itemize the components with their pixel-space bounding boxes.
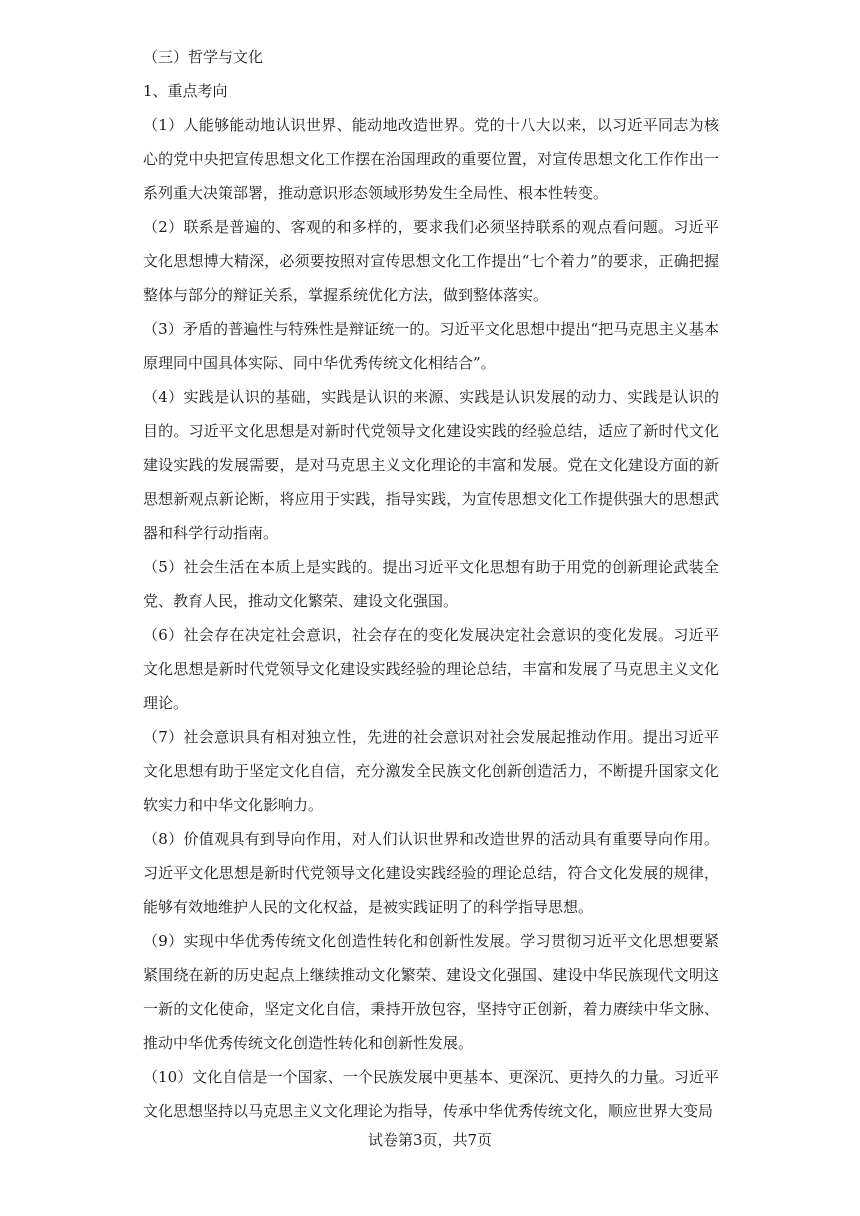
- paragraph-line: （1）人能够能动地认识世界、能动地改造世界。党的十八大以来，以习近平同志为核: [143, 116, 719, 134]
- paragraph: [143, 720, 719, 822]
- paragraph-line: 软实力和中华文化影响力。: [143, 796, 324, 814]
- sub-heading: 1、重点考向: [143, 82, 228, 100]
- paragraph-line: （3）矛盾的普遍性与特殊性是辩证统一的。习近平文化思想中提出“把马克思主义基本: [143, 320, 719, 338]
- paragraph-line: 目的。习近平文化思想是对新时代党领导文化建设实践的经验总结，适应了新时代文化: [143, 422, 719, 440]
- paragraph-line: 思想新观点新论断，将应用于实践，指导实践，为宣传思想文化工作提供强大的思想武: [143, 490, 719, 508]
- paragraph-line: （8）价值观具有到导向作用，对人们认识世界和改造世界的活动具有重要导向作用。: [143, 830, 719, 848]
- paragraph: [143, 618, 719, 720]
- paragraph-line: 党、教育人民，推动文化繁荣、建设文化强国。: [143, 592, 459, 610]
- paragraph: [143, 924, 719, 1060]
- paragraph: [143, 1060, 719, 1128]
- paragraph-line: （10）文化自信是一个国家、一个民族发展中更基本、更深沉、更持久的力量。习近平: [143, 1068, 719, 1086]
- paragraph: [143, 210, 719, 312]
- paragraph-line: 原理同中国具体实际、同中华优秀传统文化相结合”。: [143, 354, 496, 372]
- paragraph-line: 器和科学行动指南。: [143, 524, 279, 542]
- paragraph: [143, 108, 719, 210]
- paragraph-line: 文化思想是新时代党领导文化建设实践经验的理论总结，丰富和发展了马克思主义文化: [143, 660, 719, 678]
- paragraph: [143, 822, 719, 924]
- paragraph-line: 心的党中央把宣传思想文化工作摆在治国理政的重要位置，对宣传思想文化工作作出一: [143, 150, 719, 168]
- paragraph: [143, 550, 719, 618]
- paragraph-line: 理论。: [143, 694, 189, 712]
- paragraph-list: [143, 108, 719, 1128]
- paragraph-line: 整体与部分的辩证关系，掌握系统优化方法，做到整体落实。: [143, 286, 549, 304]
- document-body: [143, 40, 719, 1128]
- paragraph-line: （4）实践是认识的基础，实践是认识的来源、实践是认识发展的动力、实践是认识的: [143, 388, 719, 406]
- paragraph-line: 文化思想博大精深，必须要按照对宣传思想文化工作提出“七个着力”的要求，正确把握: [143, 252, 719, 270]
- paragraph-line: 建设实践的发展需要，是对马克思主义文化理论的丰富和发展。党在文化建设方面的新: [143, 456, 719, 474]
- paragraph-line: （5）社会生活在本质上是实践的。提出习近平文化思想有助于用党的创新理论武装全: [143, 558, 719, 576]
- paragraph-line: 文化思想有助于坚定文化自信，充分激发全民族文化创新创造活力，不断提升国家文化: [143, 762, 719, 780]
- section-heading: （三）哲学与文化: [143, 48, 264, 66]
- paragraph-line: 推动中华优秀传统文化创造性转化和创新性发展。: [143, 1034, 474, 1052]
- paragraph-line: （7）社会意识具有相对独立性，先进的社会意识对社会发展起推动作用。提出习近平: [143, 728, 719, 746]
- paragraph-line: （6）社会存在决定社会意识，社会存在的变化发展决定社会意识的变化发展。习近平: [143, 626, 719, 644]
- paragraph: [143, 312, 719, 380]
- paragraph-line: 一新的文化使命，坚定文化自信，秉持开放包容，坚持守正创新，着力赓续中华文脉、: [143, 1000, 719, 1018]
- paragraph-line: 紧围绕在新的历史起点上继续推动文化繁荣、建设文化强国、建设中华民族现代文明这: [143, 966, 719, 984]
- paragraph-line: 习近平文化思想是新时代党领导文化建设实践经验的理论总结，符合文化发展的规律，: [143, 864, 719, 882]
- paragraph-line: （9）实现中华优秀传统文化创造性转化和创新性发展。学习贯彻习近平文化思想要紧: [143, 932, 719, 950]
- page-footer: 试卷第3页，共7页: [367, 1131, 493, 1149]
- paragraph-line: 文化思想坚持以马克思主义文化理论为指导，传承中华优秀传统文化，顺应世界大变局: [143, 1102, 714, 1120]
- paragraph-line: （2）联系是普遍的、客观的和多样的，要求我们必须坚持联系的观点看问题。习近平: [143, 218, 719, 236]
- paragraph-line: 系列重大决策部署，推动意识形态领域形势发生全局性、根本性转变。: [143, 184, 609, 202]
- paragraph: [143, 380, 719, 550]
- paragraph-line: 能够有效地维护人民的文化权益，是被实践证明了的科学指导思想。: [143, 898, 594, 916]
